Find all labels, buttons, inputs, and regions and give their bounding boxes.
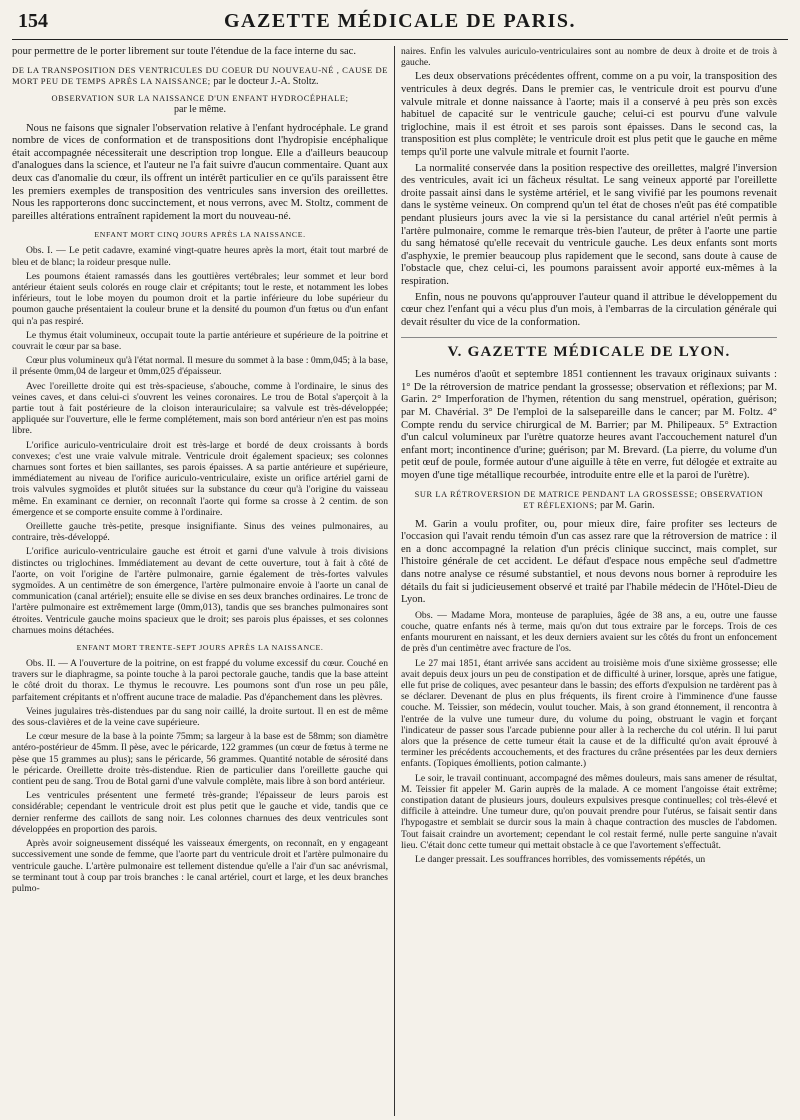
retroversion-observation: Le 27 mai 1851, étant arrivée sans accident au troisième mois d'une sixième grossesse; elle avait depuis deux jours un peu de constipation et de difficulté à uriner, lorsque, après une fatigue, elle fut prise de coliques, avec pesanteur dans le bassin; des efforts d'expulsion ne tardèrent pas à se déclarer. Devenant de plus en plus fréquents, ils firent croire à l'imminence d'une fausse couche. M. Teissier, son médecin, voulut toucher. Mais, à son grand étonnement, il rencontra à l'entrée de la vulve une tumeur dure, du volume du poing, obstruant le vagin et forçant l'indicateur de passer sous l'arcade pubienne pour aller à la recherche du col utérin. Il lui parut alors que la présence de cette tumeur était la cause et de la difficulté qu'on avait éprouvé à terminer les précédents accouchements, et des fractures du crâne présentées par les deux derniers enfants. (Topiques émollients, potion calmante.) [401, 657, 777, 770]
case2-paragraph: Obs. II. — A l'ouverture de la poitrine, on est frappé du volume excessif du cœur. Couché en travers sur le diaphragme, sa pointe touche à la paroi pectorale gauche, tandis que la base atteint le côté droit du thorax. Le thymus le recouvre. Les poumons sont d'un rose un peu pâle, parfaitement crépitants et n'offrent aucune trace de maladie. Pas d'épanchement dans les plèvres. [12, 658, 388, 703]
retroversion-author: par M. Garin. [600, 499, 655, 511]
section-heading: V. GAZETTE MÉDICALE DE LYON. [401, 337, 777, 361]
observation-author: par le même. [174, 103, 226, 115]
case1-paragraph: Oreillette gauche très-petite, presque insignifiante. Sinus des veines pulmonaires, au contraire, très-développé. [12, 521, 388, 544]
commentary-paragraph: Enfin, nous ne pouvons qu'approuver l'auteur quand il attribue le développement du cœur chez l'enfant qui a vécu plus d'un mois, à l'embarras de la circulation générale qui devait résulter du vice de la conformation. [401, 291, 777, 328]
case2-paragraph: Veines jugulaires très-distendues par du sang noir caillé, la droite surtout. Il en est de même des sous-clavières et de la veine cave supérieure. [12, 705, 388, 729]
continuation-fragment: naires. Enfin les valvules auriculo-ventriculaires sont au nombre de deux à droite et de trois à gauche. [401, 46, 777, 69]
case2-heading: ENFANT MORT TRENTE-SEPT JOURS APRÈS LA NAISSANCE. [76, 643, 324, 653]
article-title-text: DE LA TRANSPOSITION DES VENTRICULES DU COEUR DU NOUVEAU-NÉ , CAUSE DE MORT PEU DE TEMPS APRÈS LA NAISSANCE; [12, 64, 388, 86]
case1-paragraph: Le thymus était volumineux, occupait toute la partie antérieure et supérieure de la poitrine et couvrait le cœur par sa base. [12, 329, 388, 352]
retroversion-observation: Le danger pressait. Les souffrances horribles, des vomissements répétés, un [415, 854, 706, 866]
observation-title-text: OBSERVATION SUR LA NAISSANCE D'UN ENFANT HYDROCÉPHALE; [51, 93, 349, 103]
retroversion-title-text: SUR LA RÉTROVERSION DE MATRICE PENDANT LA GROSSESSE; OBSERVATION ET RÉFLEXIONS; [414, 489, 764, 510]
left-column [12, 46, 394, 1116]
retroversion-observation: Le soir, le travail continuant, accompagné des mêmes douleurs, mais sans amener de résultat, M. Teissier fit appeler M. Garin auprès de la malade. A ce moment l'angoisse était extrême; constipation datant de plusieurs jours, douleurs expulsives presque continuelles; col très-élevé et difficile à atteindre. Une tumeur dure, qu'on pouvait prendre pour l'utérus, se faisait sentir dans l'hypogastre et semblait se durcir sous la main à chaque contraction des muscles de l'abdomen. Tout faisait craindre un avortement; cependant le col restait fermé, nulle perte sanguine n'avait lieu. C'était donc cette tumeur qui mettait obstacle à ce que l'avortement s'effectuât. [401, 772, 777, 851]
article-author: par le docteur J.-A. Stoltz. [213, 75, 319, 87]
intro-paragraph: Nous ne faisons que signaler l'observation relative à l'enfant hydrocéphale. Le grand nombre de vices de conformation et de transpositions dont l'hydropisie encéphalique était accompagnée nécessiterait une description trop longue. Elle a d'ailleurs beaucoup d'analogues dans la science, et l'auteur ne l'a fait suivre d'aucun commentaire. Quant aux deux cas d'anomalie du cœur, ils offrent un intérêt particulier en ce qu'ils paraissent être les premiers exemples de transposition des ventricules sans inversion des oreillettes. Nous les rapporterons donc succinctement, et nous verrons, avec M. Stoltz, comment de pareilles altérations entraînent rapidement la mort du nouveau-né. [12, 122, 388, 222]
case1-paragraph: L'orifice auriculo-ventriculaire droit est très-large et bordé de deux croissants à bords convexes; c'est une vraie valvule mitrale. Ventricule droit également spacieux; ses colonnes charnues sont fortes et bien saillantes, ses parois épaisses. A sa partie antérieure et supérieure, immédiatement au niveau de l'orifice auriculo-ventriculaire, existe un orifice artériel garni de trois valvules sygmoïdes et plutôt situées sur la substance du cœur qu'à l'origine du vaisseau même. En examinant ce dernier, on reconnaît l'aorte qui forme sa crosse à 2 centim. de son émergence et se comporte ensuite comme à l'ordinaire. [12, 439, 388, 518]
case2-paragraph: Les ventricules présentent une fermeté très-grande; l'épaisseur de leurs parois est considérable; cependant le ventricule droit est plus petit que le gauche et vide, tandis que ce dernier renferme des caillots de sang noir. Les colonnes charnues des deux ventricules sont développées en proportion des parois. [12, 790, 388, 835]
case1-paragraph: Obs. I. — Le petit cadavre, examiné vingt-quatre heures après la mort, était tout marbré de bleu et de blanc; la roideur presque nulle. [12, 245, 388, 268]
columns [12, 46, 788, 1116]
journal-title: GAZETTE MÉDICALE DE PARIS. [223, 10, 577, 32]
commentary-paragraph: Les deux observations précédentes offrent, comme on a pu voir, la transposition des ventricules à deux degrés. Dans le premier cas, le ventricule droit est pourvu d'une valvule mitrale et donne naissance à l'aorte; mais il a conservé à peu près son excès habituel de capacité sur le ventricule gauche; celui-ci est pourvu d'une valvule triglochine, mais il est étroit et ses parois sont épaisses. Dans le second cas, la transposition est plus complète; le ventricule droit est plus petit que le gauche en même temps qu'il porte une valvule mitrale et fournit l'aorte. [401, 71, 777, 158]
case2-paragraph: Le cœur mesure de la base à la pointe 75mm; sa largeur à la base est de 58mm; son diamètre antéro-postérieur de 45mm. Il pèse, avec le péricarde, 122 grammes (un cœur de fœtus à terme ne pèse que 15 grammes au plus); sans le péricarde, 56 grammes. Quantité notable de sérosité dans le péricarde. Oreillette droite très-distendue. Rien de particulier dans l'oreillette gauche qui contient peu de sang. Trou de Botal garni d'une valvule complète, mais libre à son bord antérieur. [12, 731, 388, 788]
right-column [395, 46, 777, 1116]
case1-heading: ENFANT MORT CINQ JOURS APRÈS LA NAISSANCE. [94, 230, 306, 240]
page-header [12, 10, 788, 40]
observation-title [22, 93, 378, 115]
case1-paragraph: Avec l'oreillette droite qui est très-spacieuse, s'abouche, comme à l'ordinaire, le sinus des veines caves, et dans celui-ci s'ouvrent les veines coronaires. Le trou de Botal s'aperçoit à la partie tout à fait postérieure de la cloison interauriculaire; sa valvule est très-développée; appliquée sur l'ouverture, elle le ferme complétement, mais son bord antérieur n'en est pas moins libre. [12, 380, 388, 437]
case1-paragraph: Les poumons étaient ramassés dans les gouttières vertébrales; leur sommet et leur bord antérieur étaient seuls colorés en rouge clair et crépitants; tout le reste, et notamment les lobes inférieurs, tout le lobe moyen du poumon droit et la partie inférieure du lobe supérieur du poumon gauche présentaient la couleur brune et la densité du poumon d'un fœtus ou d'un enfant qui n'a pas respiré. [12, 270, 388, 327]
page-number: 154 [18, 10, 48, 32]
case1-paragraph: Cœur plus volumineux qu'à l'état normal. Il mesure du sommet à la base : 0mm,045; à la base, il présente 0mm,04 de largeur et 0mm,025 d'épaisseur. [12, 355, 388, 378]
retroversion-title [411, 489, 767, 511]
article-title [12, 65, 388, 87]
retroversion-intro: M. Garin a voulu profiter, ou, pour mieux dire, faire profiter ses lecteurs de l'occasion qui l'avait rendu témoin d'un cas assez rare que la rétroversion de matrice : il en a donc accompagné la relation d'un précis clinique succinct, mais complet, sur l'histoire générale de cet accident. Le défaut d'espace nous empêche seul d'admettre dans notre analyse ce résumé substantiel, et nous devons nous borner à reproduire les détails du fait si judicieusement observé et traité par l'habile médecin de l'Hôtel-Dieu de Lyon. [401, 518, 777, 606]
intro-fragment: pour permettre de le porter librement sur toute l'étendue de la face interne du sac. [12, 46, 356, 57]
retroversion-observation: Obs. — Madame Mora, monteuse de parapluies, âgée de 38 ans, a eu, outre une fausse couche, quatre enfants nés à terme, mais qu'on dut tous extraire par le forceps. Trois de ces enfants moururent en naissant, et les deux derniers avaient sur les côtés du front un enfoncement de près d'un centimètre avec fracture de l'os. [401, 609, 777, 655]
case2-paragraph: Après avoir soigneusement disséqué les vaisseaux émergents, on reconnaît, en y engageant successivement une sonde de femme, que l'aorte part du ventricule droit et l'artère pulmonaire du ventricule gauche. L'artère pulmonaire est tellement distendue qu'elle a l'air d'un sac anévrismal, se terminant tout à coup par trois branches : le canal artériel, court et large, et les deux branches pulmo- [12, 838, 388, 894]
case1-paragraph: L'orifice auriculo-ventriculaire gauche est étroit et garni d'une valvule à trois divisions distinctes ou triglochines. Immédiatement au devant de cette ouverture, tout à fait à côté de l'aorte, on voit l'origine de l'artère pulmonaire, garnie également de très-fortes valvules sygmoïdes. A un centimètre de son émergence, l'artère pulmonaire envoie à l'aorte un canal de communication (canal artériel); ensuite elle se divise en ses deux branches ordinaires. Le tronc de l'artère pulmonaire est extrêmement large (0mm,013), tandis que ses branches pulmonaires sont étroites. Ventricule gauche moins spacieux que le droit; ses parois plus épaisses, et ses colonnes charnues moins détachées. [12, 546, 388, 636]
lyon-summary: Les numéros d'août et septembre 1851 contiennent les travaux originaux suivants : 1° De la rétroversion de matrice pendant la grossesse; observation et réflexions; par M. Garin. 2° Imperforation de l'hymen, rétention du sang menstruel, opération, guérison; par M. Chavérial. 3° De l'emploi de la salsepareille dans le cancer; par M. Foltz. 4° Compte rendu du service chirurgical de M. Barrier; par M. Philipeaux. 5° Extraction d'un calcul volumineux par l'urètre quatorze heures avant l'accouchement naturel d'un enfant mort; incontinence d'urine; guérison; par M. Brevard. (La pierre, du volume d'un petit œuf de poule, formée autour d'une aiguille à tête en verre, fut délogée et extraite au moyen d'une tige métallique recourbée, introduite entre elle et la paroi de l'urètre). [401, 369, 777, 482]
commentary-paragraph: La normalité conservée dans la position respective des oreillettes, malgré l'inversion des ventricules, avait ici un fâcheux résultat. Le sang veineux apporté par l'oreillette droite passait ainsi dans le système artériel, et le sang vivifié par les poumons revenait dans le système veineux. On comprend qu'un tel état de choses n'eût pas été compatible pendant plusieurs jours avec la vie si la persistance du canal artériel n'eût permis à l'artère pulmonaire, comme le remarque très-bien l'auteur, de prêter à l'aorte une partie du sang hématosé qu'elle recevait du ventricule gauche. Les deux enfants sont morts d'asphyxie, le premier beaucoup plus rapidement que le second, sans doute à cause de l'obstacle que, chez celui-ci, les poumons paraissent avoir apporté eux-mêmes à la respiration. [401, 162, 777, 287]
